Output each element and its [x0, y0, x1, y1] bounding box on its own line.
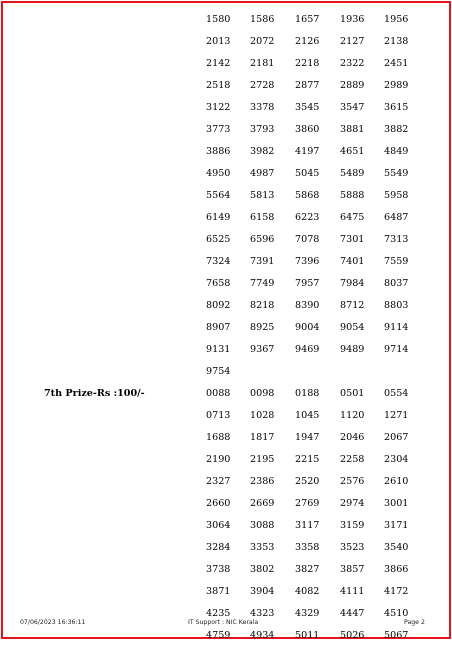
ticket-number: 2322: [340, 58, 365, 69]
ticket-number: 3545: [295, 102, 320, 113]
ticket-number: 6525: [206, 234, 231, 245]
ticket-number: 4082: [295, 586, 320, 597]
ticket-number: 3547: [340, 102, 365, 113]
ticket-number: 5045: [295, 168, 320, 179]
ticket-number: 1947: [295, 432, 320, 443]
footer-datetime: 07/06/2023 16:36:11: [20, 619, 86, 626]
ticket-number: 3904: [250, 586, 275, 597]
number-row: [0, 405, 452, 427]
ticket-number: 9131: [206, 344, 231, 355]
ticket-number: 2218: [295, 58, 320, 69]
number-row: [0, 559, 452, 581]
ticket-number: 9714: [384, 344, 409, 355]
ticket-number: 3886: [206, 146, 231, 157]
number-row: [0, 515, 452, 537]
ticket-number: 0188: [295, 388, 320, 399]
results-grid: [0, 9, 452, 647]
ticket-number: 8712: [340, 300, 365, 311]
number-row: [0, 229, 452, 251]
ticket-number: 5489: [340, 168, 365, 179]
number-row: [0, 97, 452, 119]
footer-support: IT Support : NIC Kerala: [188, 619, 259, 626]
ticket-number: 0554: [384, 388, 409, 399]
ticket-number: 3827: [295, 564, 320, 575]
ticket-number: 5958: [384, 190, 409, 201]
ticket-number: 8092: [206, 300, 231, 311]
ticket-number: 6487: [384, 212, 409, 223]
ticket-number: 3122: [206, 102, 231, 113]
ticket-number: 8037: [384, 278, 409, 289]
ticket-number: 4447: [340, 608, 365, 619]
ticket-number: 7313: [384, 234, 409, 245]
ticket-number: 2610: [384, 476, 409, 487]
ticket-number: 1271: [384, 410, 409, 421]
ticket-number: 6596: [250, 234, 275, 245]
prize-heading: 7th Prize-Rs :100/-: [44, 388, 145, 399]
ticket-number: 2127: [340, 36, 365, 47]
ticket-number: 9054: [340, 322, 365, 333]
ticket-number: 4197: [295, 146, 320, 157]
number-row: [0, 383, 452, 405]
number-row: [0, 317, 452, 339]
ticket-number: 1817: [250, 432, 275, 443]
ticket-number: 2769: [295, 498, 320, 509]
ticket-number: 7749: [250, 278, 275, 289]
number-row: [0, 31, 452, 53]
ticket-number: 3523: [340, 542, 365, 553]
number-row: [0, 537, 452, 559]
ticket-number: 3088: [250, 520, 275, 531]
ticket-number: 8390: [295, 300, 320, 311]
ticket-number: 5067: [384, 630, 409, 641]
ticket-number: 7984: [340, 278, 365, 289]
ticket-number: 9754: [206, 366, 231, 377]
ticket-number: 4510: [384, 608, 409, 619]
number-row: [0, 449, 452, 471]
ticket-number: 3773: [206, 124, 231, 135]
footer-page-number: Page 2: [404, 619, 425, 626]
ticket-number: 4235: [206, 608, 231, 619]
ticket-number: 6149: [206, 212, 231, 223]
ticket-number: 9469: [295, 344, 320, 355]
ticket-number: 5868: [295, 190, 320, 201]
ticket-number: 3353: [250, 542, 275, 553]
ticket-number: 8925: [250, 322, 275, 333]
ticket-number: 4172: [384, 586, 409, 597]
ticket-number: 3982: [250, 146, 275, 157]
ticket-number: 3881: [340, 124, 365, 135]
ticket-number: 0713: [206, 410, 231, 421]
ticket-number: 1580: [206, 14, 231, 25]
number-row: [0, 251, 452, 273]
ticket-number: 0501: [340, 388, 365, 399]
ticket-number: 1936: [340, 14, 365, 25]
number-row: [0, 53, 452, 75]
ticket-number: 2258: [340, 454, 365, 465]
ticket-number: 4849: [384, 146, 409, 157]
ticket-number: 2518: [206, 80, 231, 91]
ticket-number: 3793: [250, 124, 275, 135]
number-row: [0, 361, 452, 383]
ticket-number: 2669: [250, 498, 275, 509]
ticket-number: 3378: [250, 102, 275, 113]
ticket-number: 3857: [340, 564, 365, 575]
ticket-number: 4950: [206, 168, 231, 179]
ticket-number: 4329: [295, 608, 320, 619]
ticket-number: 9004: [295, 322, 320, 333]
ticket-number: 2181: [250, 58, 275, 69]
ticket-number: 3171: [384, 520, 409, 531]
ticket-number: 7396: [295, 256, 320, 267]
ticket-number: 2013: [206, 36, 231, 47]
ticket-number: 5564: [206, 190, 231, 201]
ticket-number: 2126: [295, 36, 320, 47]
number-row: [0, 339, 452, 361]
ticket-number: 8907: [206, 322, 231, 333]
ticket-number: 3117: [295, 520, 320, 531]
ticket-number: 1028: [250, 410, 275, 421]
ticket-number: 3738: [206, 564, 231, 575]
ticket-number: 4111: [340, 586, 365, 597]
ticket-number: 3159: [340, 520, 365, 531]
ticket-number: 3540: [384, 542, 409, 553]
ticket-number: 2974: [340, 498, 365, 509]
number-row: [0, 581, 452, 603]
ticket-number: 2451: [384, 58, 409, 69]
ticket-number: 0088: [206, 388, 231, 399]
ticket-number: 2138: [384, 36, 409, 47]
ticket-number: 6475: [340, 212, 365, 223]
number-row: [0, 141, 452, 163]
ticket-number: 6158: [250, 212, 275, 223]
ticket-number: 2142: [206, 58, 231, 69]
ticket-number: 4759: [206, 630, 231, 641]
ticket-number: 3284: [206, 542, 231, 553]
ticket-number: 7559: [384, 256, 409, 267]
ticket-number: 2067: [384, 432, 409, 443]
ticket-number: 4934: [250, 630, 275, 641]
ticket-number: 3802: [250, 564, 275, 575]
ticket-number: 2386: [250, 476, 275, 487]
ticket-number: 7078: [295, 234, 320, 245]
ticket-number: 3866: [384, 564, 409, 575]
ticket-number: 7658: [206, 278, 231, 289]
ticket-number: 7401: [340, 256, 365, 267]
ticket-number: 4987: [250, 168, 275, 179]
ticket-number: 6223: [295, 212, 320, 223]
ticket-number: 3882: [384, 124, 409, 135]
page-footer: [0, 619, 452, 631]
ticket-number: 0098: [250, 388, 275, 399]
number-row: [0, 185, 452, 207]
ticket-number: 8218: [250, 300, 275, 311]
number-row: [0, 493, 452, 515]
number-row: [0, 295, 452, 317]
number-row: [0, 75, 452, 97]
ticket-number: 1586: [250, 14, 275, 25]
ticket-number: 3001: [384, 498, 409, 509]
ticket-number: 2046: [340, 432, 365, 443]
ticket-number: 7957: [295, 278, 320, 289]
ticket-number: 4323: [250, 608, 275, 619]
ticket-number: 9114: [384, 322, 409, 333]
number-row: [0, 9, 452, 31]
ticket-number: 5813: [250, 190, 275, 201]
ticket-number: 1688: [206, 432, 231, 443]
ticket-number: 5026: [340, 630, 365, 641]
ticket-number: 2576: [340, 476, 365, 487]
ticket-number: 9367: [250, 344, 275, 355]
ticket-number: 5549: [384, 168, 409, 179]
ticket-number: 2728: [250, 80, 275, 91]
ticket-number: 7301: [340, 234, 365, 245]
ticket-number: 3358: [295, 542, 320, 553]
number-row: [0, 273, 452, 295]
ticket-number: 3860: [295, 124, 320, 135]
ticket-number: 9489: [340, 344, 365, 355]
ticket-number: 8803: [384, 300, 409, 311]
ticket-number: 2889: [340, 80, 365, 91]
ticket-number: 3064: [206, 520, 231, 531]
ticket-number: 2520: [295, 476, 320, 487]
ticket-number: 5011: [295, 630, 320, 641]
ticket-number: 2195: [250, 454, 275, 465]
number-row: [0, 163, 452, 185]
ticket-number: 3871: [206, 586, 231, 597]
number-row: [0, 207, 452, 229]
ticket-number: 1120: [340, 410, 365, 421]
ticket-number: 5888: [340, 190, 365, 201]
ticket-number: 7324: [206, 256, 231, 267]
ticket-number: 4651: [340, 146, 365, 157]
ticket-number: 1045: [295, 410, 320, 421]
ticket-number: 2304: [384, 454, 409, 465]
ticket-number: 2989: [384, 80, 409, 91]
number-row: [0, 119, 452, 141]
number-row: [0, 427, 452, 449]
number-row: [0, 471, 452, 493]
ticket-number: 2215: [295, 454, 320, 465]
ticket-number: 7391: [250, 256, 275, 267]
ticket-number: 2660: [206, 498, 231, 509]
ticket-number: 2877: [295, 80, 320, 91]
ticket-number: 2327: [206, 476, 231, 487]
ticket-number: 2190: [206, 454, 231, 465]
ticket-number: 3615: [384, 102, 409, 113]
ticket-number: 1657: [295, 14, 320, 25]
ticket-number: 2072: [250, 36, 275, 47]
ticket-number: 1956: [384, 14, 409, 25]
